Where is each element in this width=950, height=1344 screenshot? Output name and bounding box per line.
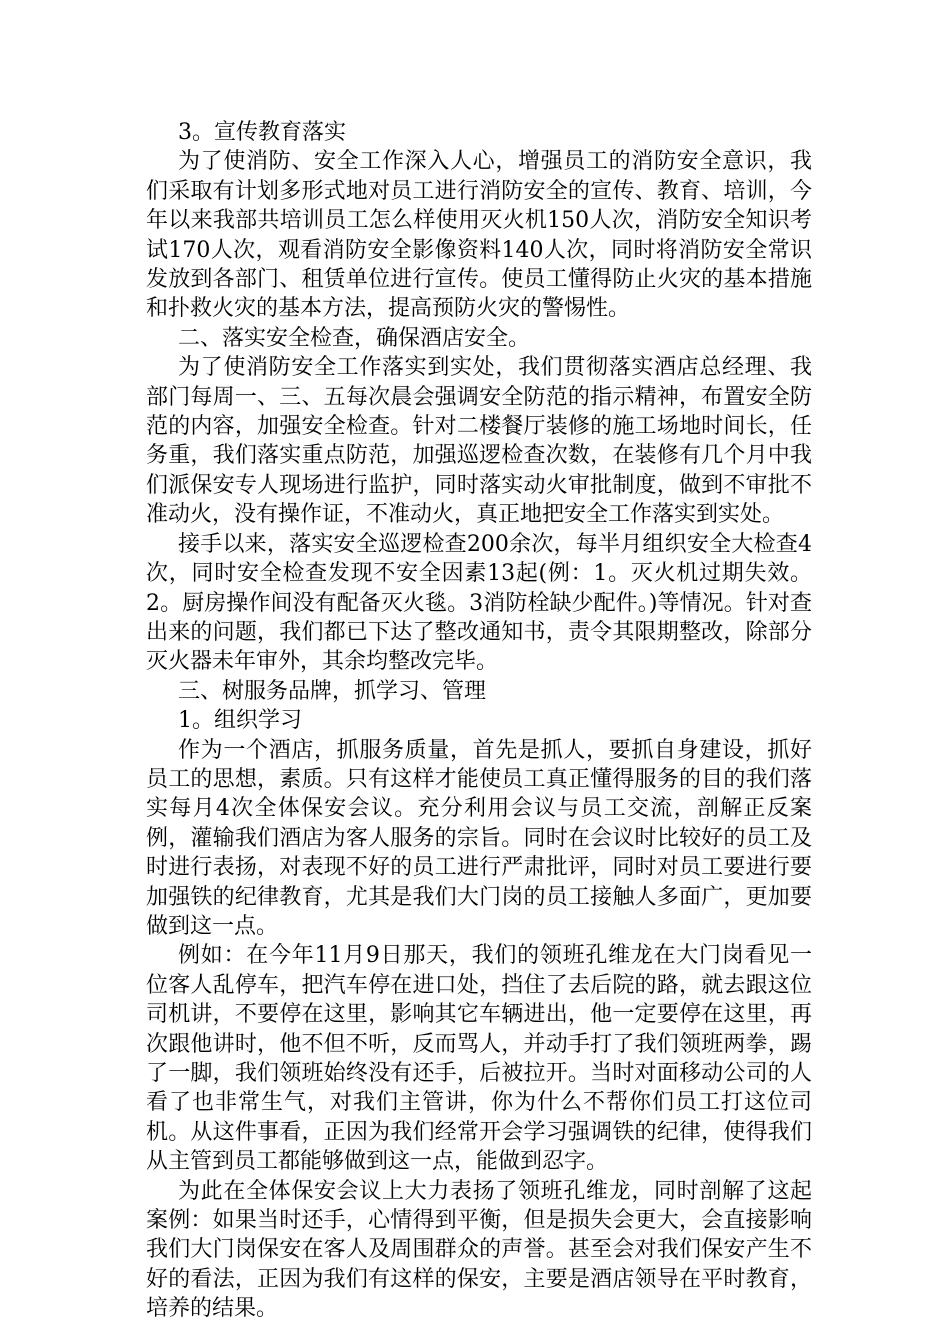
document-page <box>146 118 812 1324</box>
section-heading-service-brand: 三、树服务品牌，抓学习、管理 <box>178 678 487 704</box>
paragraph-commendation: 为此在全体保安会议上大力表扬了领班孔维龙，同时剖解了这起案例：如果当时还手，心情得到平衡，但是损失会更大，会直接影响我们大门岗保安在客人及周围群众的声誉。甚至会对我们保安产生不好的看法，正因为我们有这样的保安，主要是酒店领导在平时教育，培养的结果。 <box>146 1178 812 1322</box>
subheading-organize-study: 1。组织学习 <box>178 708 302 734</box>
paragraph-fire-safety-training: 为了使消防、安全工作深入人心，增强员工的消防安全意识，我们采取有计划多形式地对员工进行消防安全的宣传、教育、培训，今年以来我部共培训员工怎么样使用灭火机150人次，消防安全知识考试170人次，观看消防安全影像资料140人次，同时将消防安全常识发放到各部门、租赁单位进行宣传。使员工懂得防止火灾的基本措施和扑救火灾的基本方法，提高预防火灾的警惕性。 <box>146 149 812 322</box>
section-heading-publicity-education: 3。宣传教育落实 <box>178 120 346 145</box>
paragraph-safety-implementation: 为了使消防安全工作落实到实处，我们贯彻落实酒店总经理、我部门每周一、三、五每次晨会强调安全防范的指示精神，布置安全防范的内容，加强安全检查。针对二楼餐厅装修的施工场地时间长，任务重，我们落实重点防范，加强巡逻检查次数，在装修有几个月中我们派保安专人现场进行监护，同时落实动火审批制度，做到不审批不准动火，没有操作证，不准动火，真正地把安全工作落实到实处。 <box>146 355 812 528</box>
paragraph-incident-example: 例如：在今年11月9日那天，我们的领班孔维龙在大门岗看见一位客人乱停车，把汽车停在进口处，挡住了去后院的路，就去跟这位司机讲，不要停在这里，影响其它车辆进出，他一定要停在这里，再次跟他讲时，他不但不听，反而骂人，并动手打了我们领班两拳，踢了一脚，我们领班始终没有还手，后被拉开。当时对面移动公司的人看了也非常生气，对我们主管讲，你为什么不帮你们员工打这位司机。从这件事看，正因为我们经常开会学习强调铁的纪律，使得我们从主管到员工都能够做到这一点，能做到忍字。 <box>146 943 812 1175</box>
paragraph-service-quality: 作为一个酒店，抓服务质量，首先是抓人，要抓自身建设，抓好员工的思想，素质。只有这样才能使员工真正懂得服务的目的我们落实每月4次全体保安会议。充分利用会议与员工交流，剖解正反案例，灌输我们酒店为客人服务的宗旨。同时在会议时比较好的员工及时进行表扬，对表现不好的员工进行严肃批评，同时对员工要进行要加强铁的纪律教育，尤其是我们大门岗的员工接触人多面广，更加要做到这一点。 <box>146 737 812 939</box>
paragraph-inspection-results: 接手以来，落实安全巡逻检查200余次，每半月组织安全大检查4次，同时安全检查发现不安全因素13起(例：1。灭火机过期失效。2。厨房操作间没有配备灭火毯。3消防栓缺少配件。)等情况。针对查出来的问题，我们都已下达了整改通知书，责令其限期整改，除部分灭火器未年审外，其余均整改完毕。 <box>146 531 812 675</box>
section-heading-safety-inspection: 二、落实安全检查，确保酒店安全。 <box>178 325 531 351</box>
